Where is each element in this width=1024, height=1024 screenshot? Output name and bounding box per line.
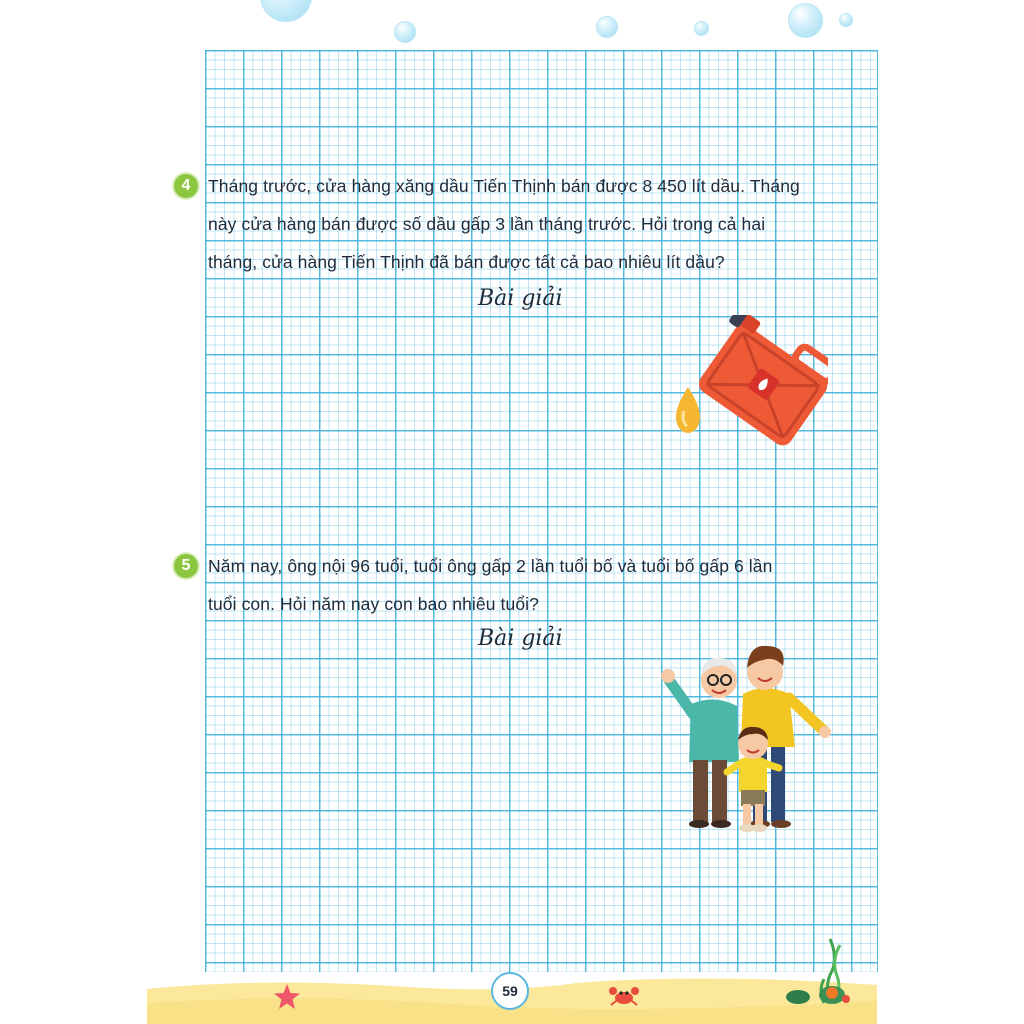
bubble-decoration — [596, 16, 618, 38]
question-5-line-2: tuổi con. Hỏi năm nay con bao nhiêu tuổi? — [208, 594, 539, 614]
starfish-icon — [272, 983, 302, 1011]
solution-heading: Bài giải — [478, 626, 563, 651]
bubble-decoration — [788, 3, 823, 38]
question-4-line-2: này cửa hàng bán được số dầu gấp 3 lần tháng trước. Hỏi trong cả hai — [208, 214, 766, 234]
question-number-badge: 5 — [174, 554, 198, 578]
bubble-decoration — [839, 13, 853, 27]
bubble-decoration — [394, 21, 416, 43]
question-5-line-1: Năm nay, ông nội 96 tuổi, tuổi ông gấp 2 lần tuổi bố và tuổi bố gấp 6 lần — [208, 556, 773, 576]
page-number: 59 — [491, 972, 529, 1010]
crab-icon — [608, 983, 640, 1007]
question-4-line-3: tháng, cửa hàng Tiến Thịnh đã bán được tất cả bao nhiêu lít dầu? — [208, 252, 725, 272]
family-illustration — [655, 632, 835, 842]
fuel-canister-icon — [668, 315, 828, 450]
seaweed-coral-decoration — [780, 935, 860, 1007]
bubble-decoration — [694, 21, 709, 36]
question-number-badge: 4 — [174, 174, 198, 198]
bubble-decoration — [260, 0, 312, 22]
question-4-line-1: Tháng trước, cửa hàng xăng dầu Tiến Thịnh bán được 8 450 lít dầu. Tháng — [208, 176, 800, 196]
solution-heading: Bài giải — [478, 286, 563, 311]
